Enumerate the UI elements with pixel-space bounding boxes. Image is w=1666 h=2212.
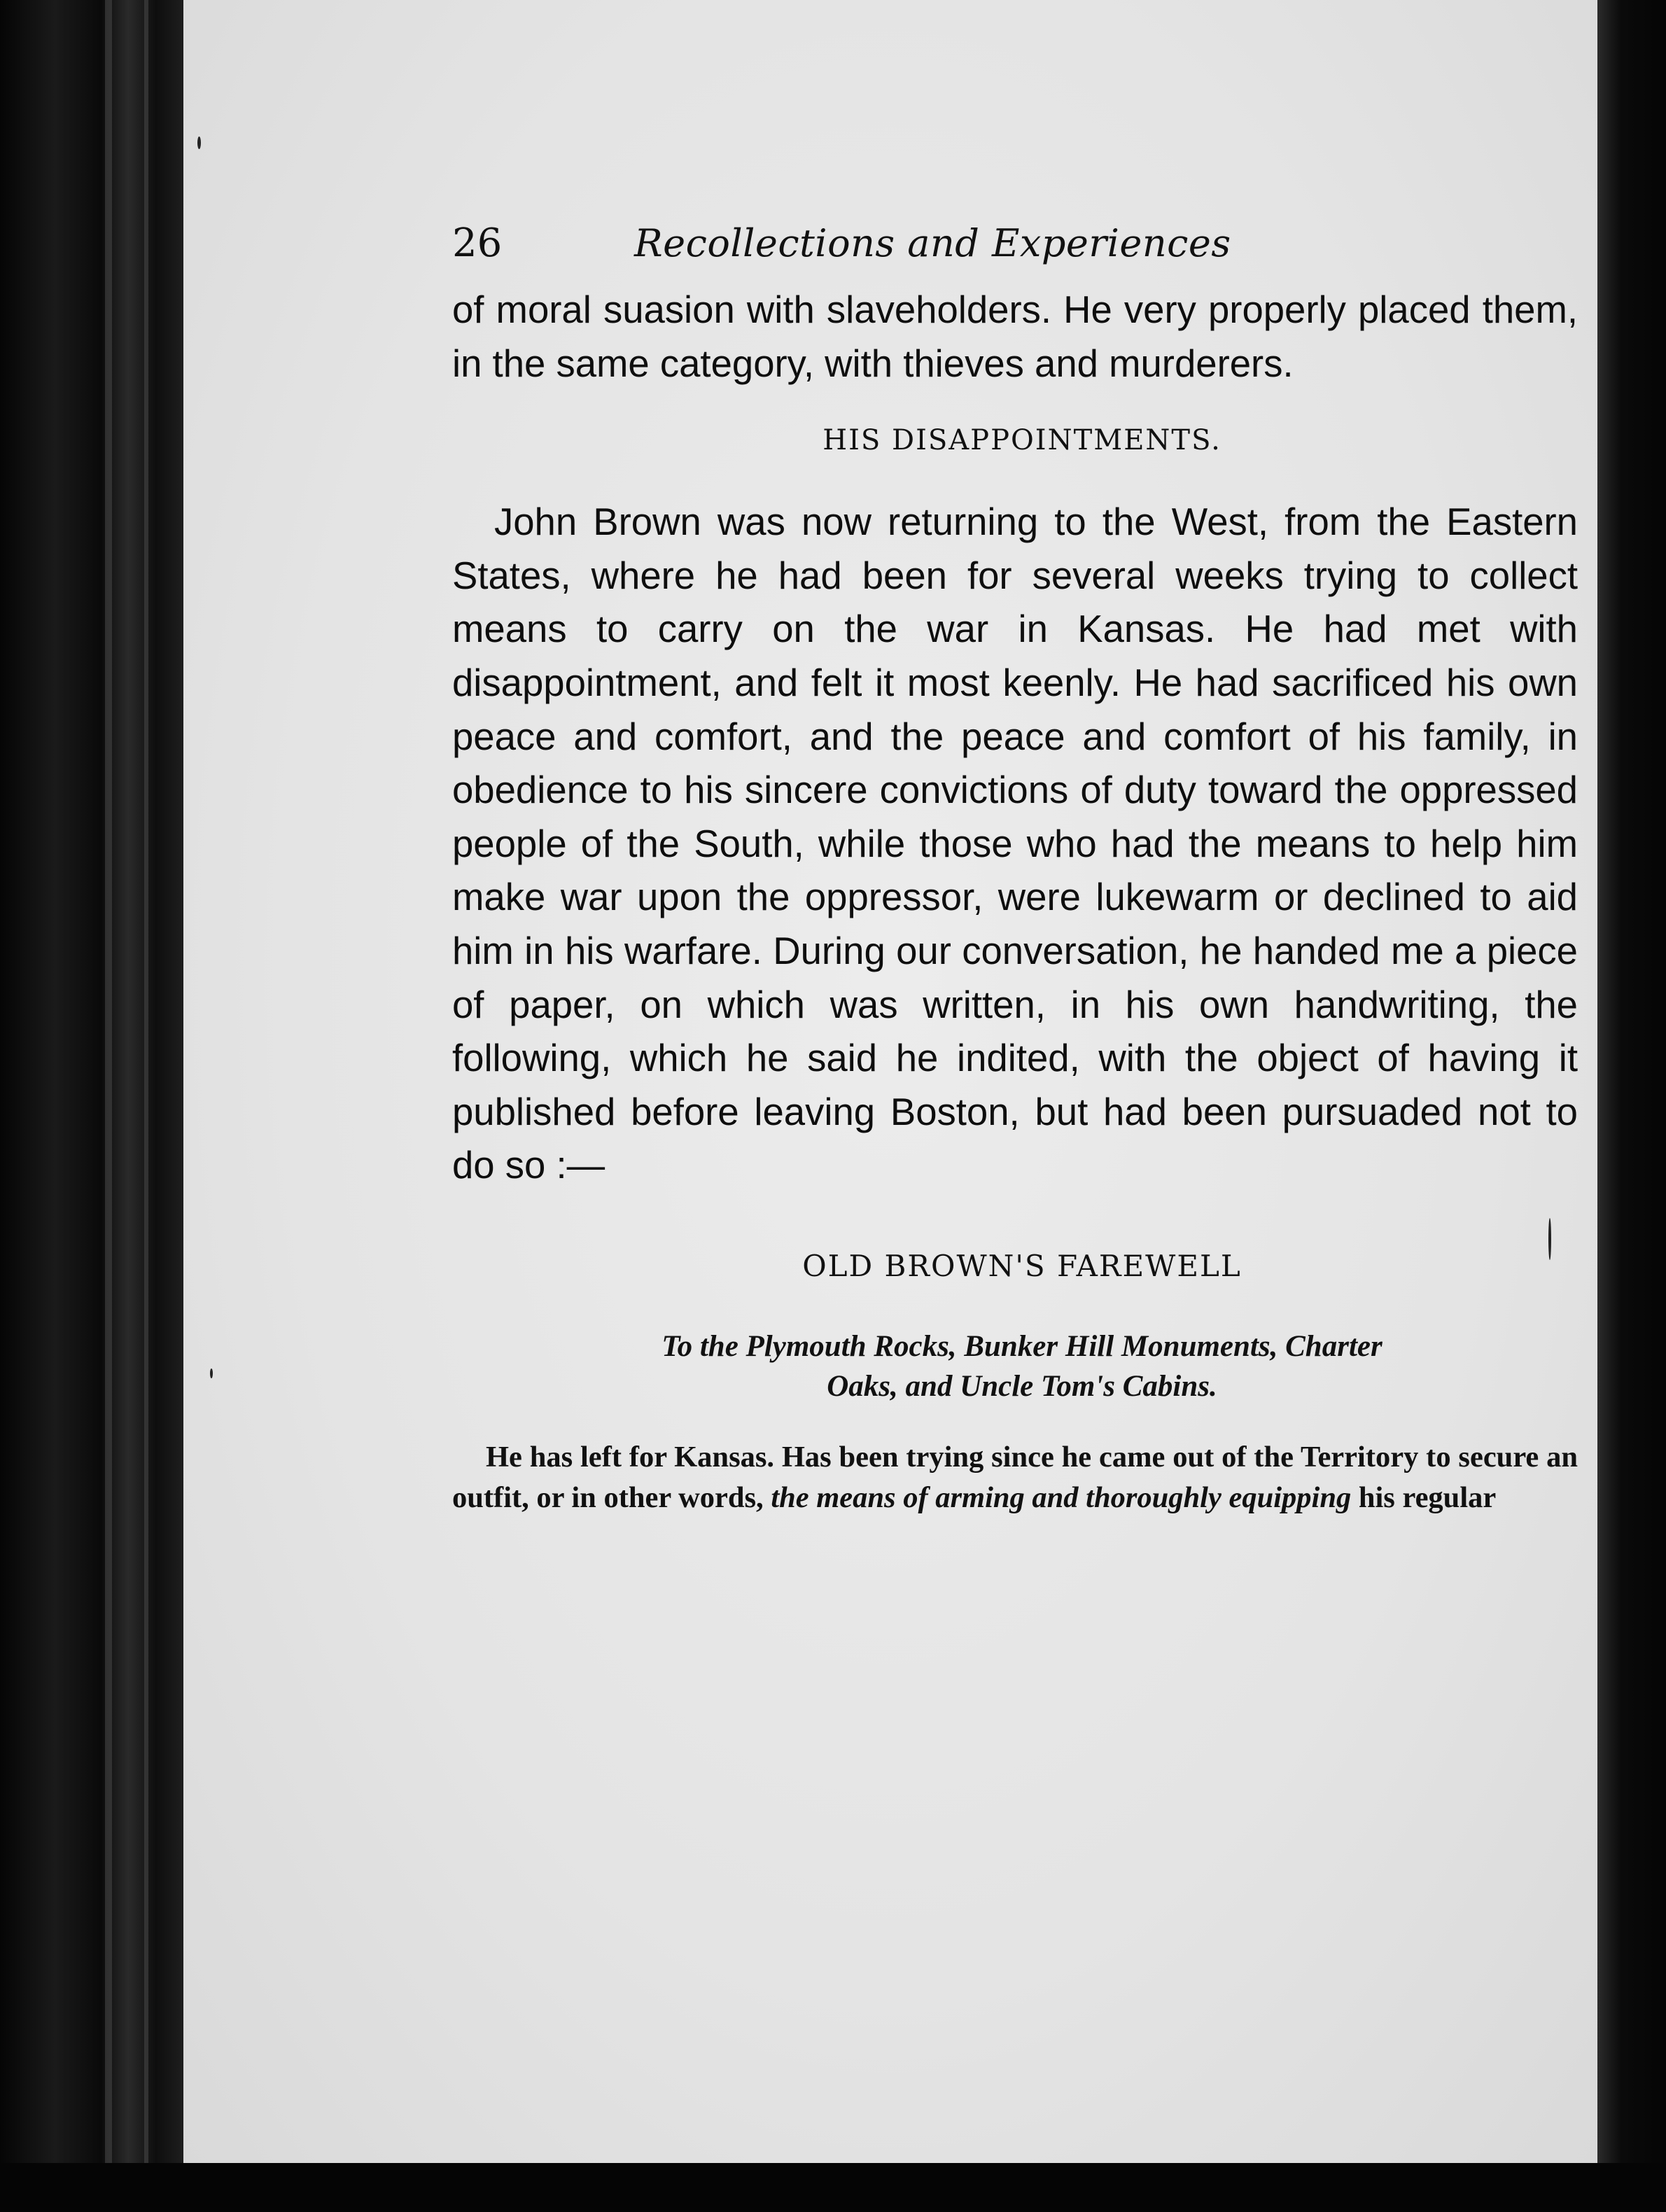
running-head: [452, 220, 1578, 276]
dedication-line: To the Plymouth Rocks, Bunker Hill Monuments, Charter: [662, 1329, 1382, 1363]
dedication-line: Oaks, and Uncle Tom's Cabins.: [827, 1369, 1217, 1403]
binding-fold: [144, 0, 148, 2212]
paragraph: John Brown was now returning to the West, from the Eastern States, where he had been for several weeks trying to collect means to carry on the war in Kansas. He had met with disappointment, and felt it most keenly. He had sacrificed his own peace and comfort, and the peace and comfort of his family, in obedience to his sincere convictions of duty toward the oppressed people of the South, while those who had the means to help him make war upon the oppressor, were lukewarm or declined to aid him in his warfare. During our conversation, he handed me a piece of paper, on which was written, in his own handwriting, the following, which he said he indited, with the object of having it published before leaving Boston, but had been pursuaded not to do so :—: [452, 500, 1578, 1187]
page-content: [452, 220, 1578, 1518]
binding-fold: [105, 0, 112, 2212]
farewell-text-part: He has left for Kansas. Has been trying since he came out of the Territory to secure an outfit, or in other words,: [452, 1440, 1578, 1514]
page-number: 26: [452, 220, 503, 266]
farewell-text: [452, 1437, 1578, 1518]
scan-speck: [210, 1368, 213, 1378]
book-page: [183, 0, 1597, 2163]
running-title: Recollections and Experiences: [634, 221, 1231, 265]
section-heading: HIS DISAPPOINTMENTS.: [822, 424, 1222, 457]
farewell-text-part: his regular: [1358, 1480, 1497, 1514]
farewell-text-italic: the means of arming and thoroughly equipping: [771, 1480, 1352, 1514]
scan-border-bottom: [0, 2163, 1666, 2212]
scan-border-left: [0, 0, 183, 2212]
scan-border-right: [1597, 0, 1666, 2212]
section-heading: OLD BROWN'S FAREWELL: [802, 1248, 1242, 1283]
scan-speck: [197, 136, 201, 149]
paragraph: of moral suasion with slaveholders. He very properly placed them, in the same category, with thieves and murderers.: [452, 288, 1578, 385]
